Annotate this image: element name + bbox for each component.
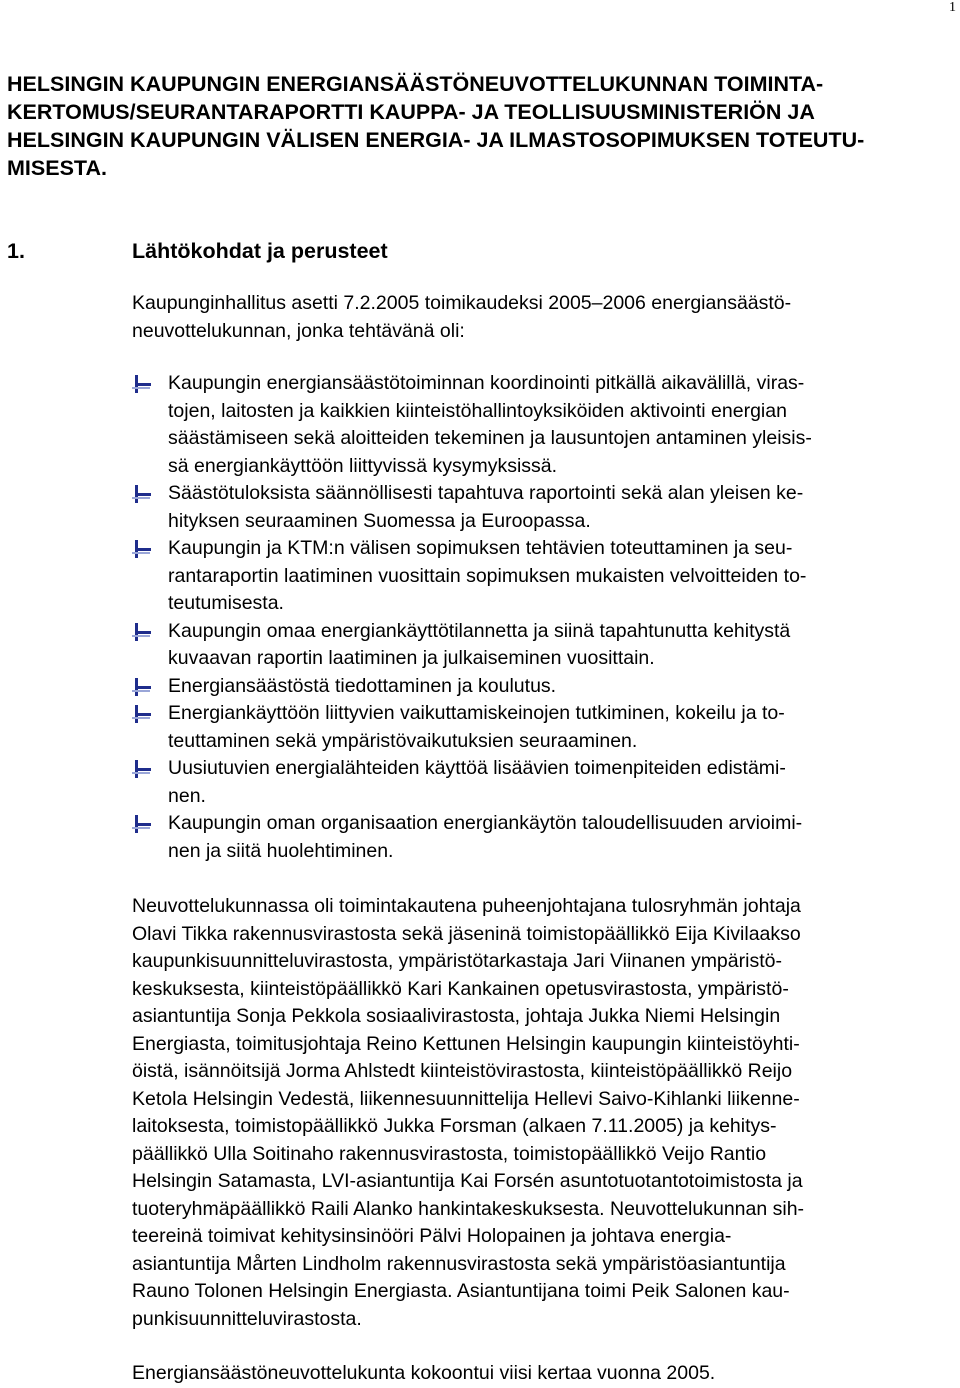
text-line: asiantuntija Mårten Lindholm rakennusvirastosta sekä ympäristöasiantuntija — [132, 1252, 786, 1275]
task-list-item — [130, 673, 812, 701]
text-line: Uusiutuvien energialähteiden käyttöä lisäävien toimenpiteiden edistämi- — [168, 757, 786, 779]
section-heading — [7, 237, 388, 265]
text-line: Rauno Tolonen Helsingin Energiasta. Asiantuntijana toimi Peik Salonen kau- — [132, 1280, 790, 1302]
task-list — [130, 370, 812, 865]
text-line: Kaupungin energiansäästötoiminnan koordinointi pitkällä aikavälillä, viras- — [168, 372, 805, 394]
intro-paragraph — [132, 290, 791, 345]
members-paragraph — [132, 893, 804, 1333]
task-list-item — [130, 700, 812, 755]
text-line: tuoteryhmäpäällikkö Raili Alanko hankintakeskuksesta. Neuvottelukunnan sih- — [132, 1197, 805, 1220]
arrow-bullet-icon — [130, 484, 152, 504]
task-list-item — [130, 755, 812, 810]
text-line: Säästötuloksista säännöllisesti tapahtuva raportointi sekä alan yleisen ke- — [168, 482, 804, 504]
text-line: neuvottelukunnan, jonka tehtävänä oli: — [132, 319, 465, 342]
text-line: punkisuunnitteluvirastosta. — [132, 1307, 362, 1330]
text-line: Kaupungin omaa energiankäyttötilannetta ja siinä tapahtunutta kehitystä — [168, 619, 791, 642]
arrow-bullet-icon — [130, 622, 152, 642]
text-line: nen. — [168, 784, 206, 807]
text-line: keskuksesta, kiinteistöpäällikkö Kari Kankainen opetusvirastosta, ympäristö- — [132, 977, 789, 1000]
title-line: HELSINGIN KAUPUNGIN VÄLISEN ENERGIA- JA ILMASTOSOPIMUKSEN TOTEUTU- — [7, 128, 865, 152]
title-line: HELSINGIN KAUPUNGIN ENERGIANSÄÄSTÖNEUVOTTELUKUNNAN TOIMINTA- — [7, 72, 824, 96]
arrow-bullet-icon — [130, 814, 152, 834]
text-line: öistä, isännöitsijä Jorma Ahlstedt kiinteistövirastosta, kiinteistöpäällikkö Reijo — [132, 1060, 793, 1082]
text-line: Kaupungin oman organisaation energiankäytön taloudellisuuden arvioimi- — [168, 812, 803, 834]
text-line: Helsingin Satamasta, LVI-asiantuntija Kai Forsén asuntotuotantotoimistosta ja — [132, 1170, 803, 1192]
task-list-item — [130, 810, 812, 865]
text-line: hityksen seuraaminen Suomessa ja Euroopassa. — [168, 509, 591, 532]
text-line: rantaraportin laatiminen vuosittain sopimuksen mukaisten velvoitteiden to- — [168, 564, 807, 587]
text-line: laitoksesta, toimistopäällikkö Jukka Forsman (alkaen 7.11.2005) ja kehitys- — [132, 1115, 777, 1137]
text-line: säästämiseen sekä aloitteiden tekeminen ja lausuntojen antaminen yleisis- — [168, 427, 812, 449]
title-line: KERTOMUS/SEURANTARAPORTTI KAUPPA- JA TEOLLISUUSMINISTERIÖN JA — [7, 100, 815, 124]
text-line: päällikkö Ulla Soitinaho rakennusvirastosta, toimistopäällikkö Veijo Rantio — [132, 1142, 767, 1165]
text-line: Ketola Helsingin Vedestä, liikennesuunnittelija Hellevi Saivo-Kihlanki liikenne- — [132, 1087, 800, 1110]
text-line: sä energiankäyttöön liittyvissä kysymyksissä. — [168, 454, 558, 477]
text-line: asiantuntija Sonja Pekkola sosiaalivirastosta, johtaja Jukka Niemi Helsingin — [132, 1005, 781, 1027]
text-line: nen ja siitä huolehtiminen. — [168, 839, 394, 862]
section-number: 1. — [7, 239, 25, 263]
text-line: Energiansäästöneuvottelukunta kokoontui viisi kertaa vuonna 2005. — [132, 1362, 716, 1384]
section-title: Lähtökohdat ja perusteet — [132, 239, 388, 263]
task-list-item — [130, 618, 812, 673]
text-line: Kaupungin ja KTM:n välisen sopimuksen tehtävien toteuttaminen ja seu- — [168, 537, 793, 559]
arrow-bullet-icon — [130, 677, 152, 697]
closing-paragraph — [132, 1360, 715, 1388]
text-line: tojen, laitosten ja kaikkien kiinteistöhallintoyksiköiden aktivointi energian — [168, 399, 787, 422]
document-title — [7, 70, 952, 182]
page-number: 1 — [949, 0, 956, 15]
title-line: MISESTA. — [7, 156, 107, 180]
text-line: Neuvottelukunnassa oli toimintakautena puheenjohtajana tulosryhmän johtaja — [132, 895, 801, 917]
task-list-item — [130, 535, 812, 618]
text-line: Energiankäyttöön liittyvien vaikuttamiskeinojen tutkiminen, kokeilu ja to- — [168, 702, 785, 724]
text-line: kuvaavan raportin laatiminen ja julkaiseminen vuosittain. — [168, 647, 655, 669]
task-list-item — [130, 370, 812, 480]
text-line: Olavi Tikka rakennusvirastosta sekä jäseninä toimistopäällikkö Eija Kivilaakso — [132, 922, 801, 945]
task-list-item — [130, 480, 812, 535]
arrow-bullet-icon — [130, 374, 152, 394]
arrow-bullet-icon — [130, 759, 152, 779]
arrow-bullet-icon — [130, 704, 152, 724]
text-line: Kaupunginhallitus asetti 7.2.2005 toimikaudeksi 2005–2006 energiansäästö- — [132, 292, 792, 314]
text-line: Energiasta, toimitusjohtaja Reino Kettunen Helsingin kaupungin kiinteistöyhti- — [132, 1032, 800, 1055]
text-line: teutumisesta. — [168, 592, 284, 614]
text-line: teuttaminen sekä ympäristövaikutuksien seuraaminen. — [168, 729, 638, 752]
text-line: teereinä toimivat kehitysinsinööri Pälvi Holopainen ja johtava energia- — [132, 1225, 732, 1247]
arrow-bullet-icon — [130, 539, 152, 559]
text-line: Energiansäästöstä tiedottaminen ja koulutus. — [168, 674, 557, 697]
text-line: kaupunkisuunnitteluvirastosta, ympäristötarkastaja Jari Viinanen ympäristö- — [132, 950, 782, 972]
